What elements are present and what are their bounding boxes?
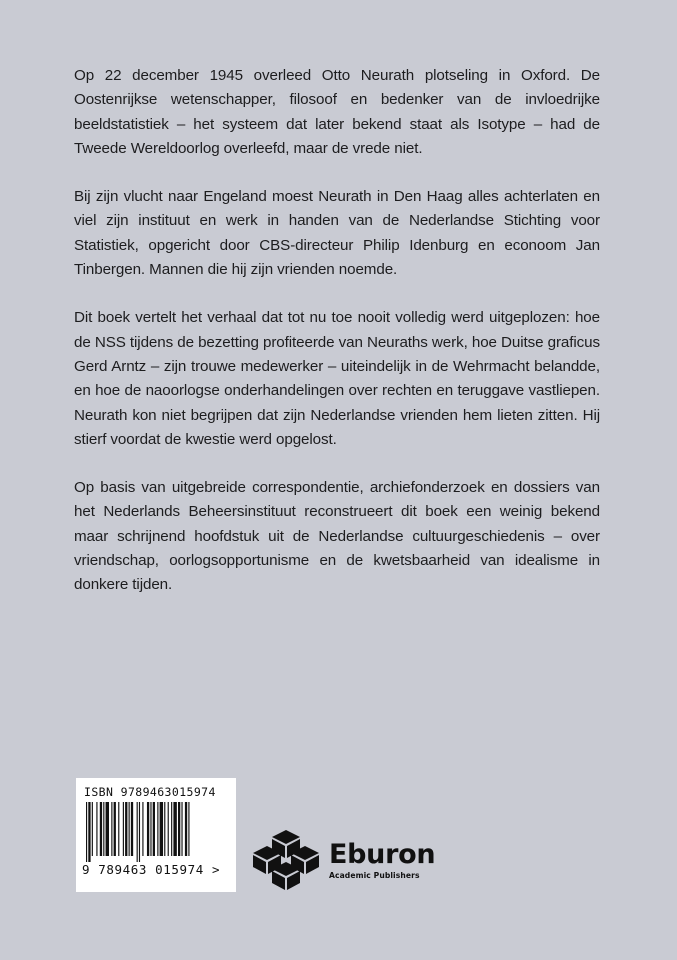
barcode-bar — [111, 802, 112, 856]
isbn-barcode — [76, 778, 236, 892]
back-cover-text — [74, 64, 600, 622]
barcode-bar — [114, 802, 116, 856]
barcode-bar — [131, 802, 133, 856]
isbn-label: ISBN 9789463015974 — [84, 785, 216, 799]
barcode-bar — [103, 802, 104, 856]
barcode-bar — [185, 802, 187, 856]
barcode-bar — [88, 802, 90, 862]
paragraph-3: Dit boek vertelt het verhaal dat tot nu toe nooit volledig werd uitgeplozen: hoe de NSS tijdens de bezetting profiteerde van Neuraths werk, hoe Duitse graficus Gerd Arntz – zijn trouwe medewerker – uiteindelijk in de Wehrmacht belandde, en hoe de naoorlogse onderhandelingen over rechten en teruggave vastliepen. Neurath kon niet begrijpen dat zijn Nederlandse vrienden hem lieten zitten. Hij stierf voordat de kwestie werd opgelost. — [74, 309, 600, 448]
paragraph-2: Bij zijn vlucht naar Engeland moest Neurath in Den Haag alles achterlaten en viel zijn instituut en werk in handen van de Nederlandse Stichting voor Statistiek, opgericht door CBS-directeur Philip Idenburg en econoom Jan Tinbergen. Mannen die hij zijn vrienden noemde. — [74, 188, 600, 279]
barcode-bar — [153, 802, 155, 856]
barcode-bar — [137, 802, 138, 862]
paragraph-1: Op 22 december 1945 overleed Otto Neurath plotseling in Oxford. De Oostenrijkse wetenschapper, filosoof en bedenker van de invloedrijke beeldstatistiek – het systeem dat later bekend staat als Isotype – had de Tweede Wereldoorlog overleefd, maar de vrede niet. — [74, 67, 600, 157]
publisher-subtitle: Academic Publishers — [329, 870, 420, 880]
publisher-name: Eburon — [329, 838, 436, 870]
barcode-bar — [123, 802, 124, 856]
barcode-bar — [171, 802, 172, 856]
barcode-bar — [118, 802, 119, 856]
barcode-bar — [106, 802, 109, 856]
barcode-bar — [157, 802, 158, 856]
barcode-bar — [129, 802, 130, 856]
publisher-logo — [251, 828, 435, 892]
barcode-bars — [82, 802, 230, 862]
barcode-bar — [164, 802, 165, 856]
stacked-cubes-logo-icon — [251, 828, 321, 892]
barcode-bar — [147, 802, 149, 856]
barcode-bar — [150, 802, 151, 856]
barcode-bar — [160, 802, 163, 856]
barcode-bar — [142, 802, 143, 856]
publisher-wordmark — [329, 838, 436, 880]
barcode-digits: 9 789463 015974 > — [82, 862, 221, 877]
barcode-bar — [139, 802, 140, 862]
barcode-bar — [96, 802, 97, 856]
barcode-bar — [100, 802, 102, 856]
barcode-bar — [92, 802, 93, 856]
barcode-bar — [168, 802, 169, 856]
barcode-bar — [86, 802, 87, 862]
barcode-bar — [178, 802, 180, 856]
paragraph-4: Op basis van uitgebreide correspondentie, archiefonderzoek en dossiers van het Nederlands Beheersinstituut reconstrueert dit boek een weinig bekend maar schrijnend hoofdstuk uit de Nederlandse cultuurgeschiedenis – over vriendschap, oorlogsopportunisme en de kwetsbaarheid van idealisme in donkere tijden. — [74, 479, 600, 594]
barcode-bar — [181, 802, 182, 856]
barcode-bar — [125, 802, 127, 856]
barcode-bar — [188, 802, 189, 856]
barcode-bar — [173, 802, 176, 856]
